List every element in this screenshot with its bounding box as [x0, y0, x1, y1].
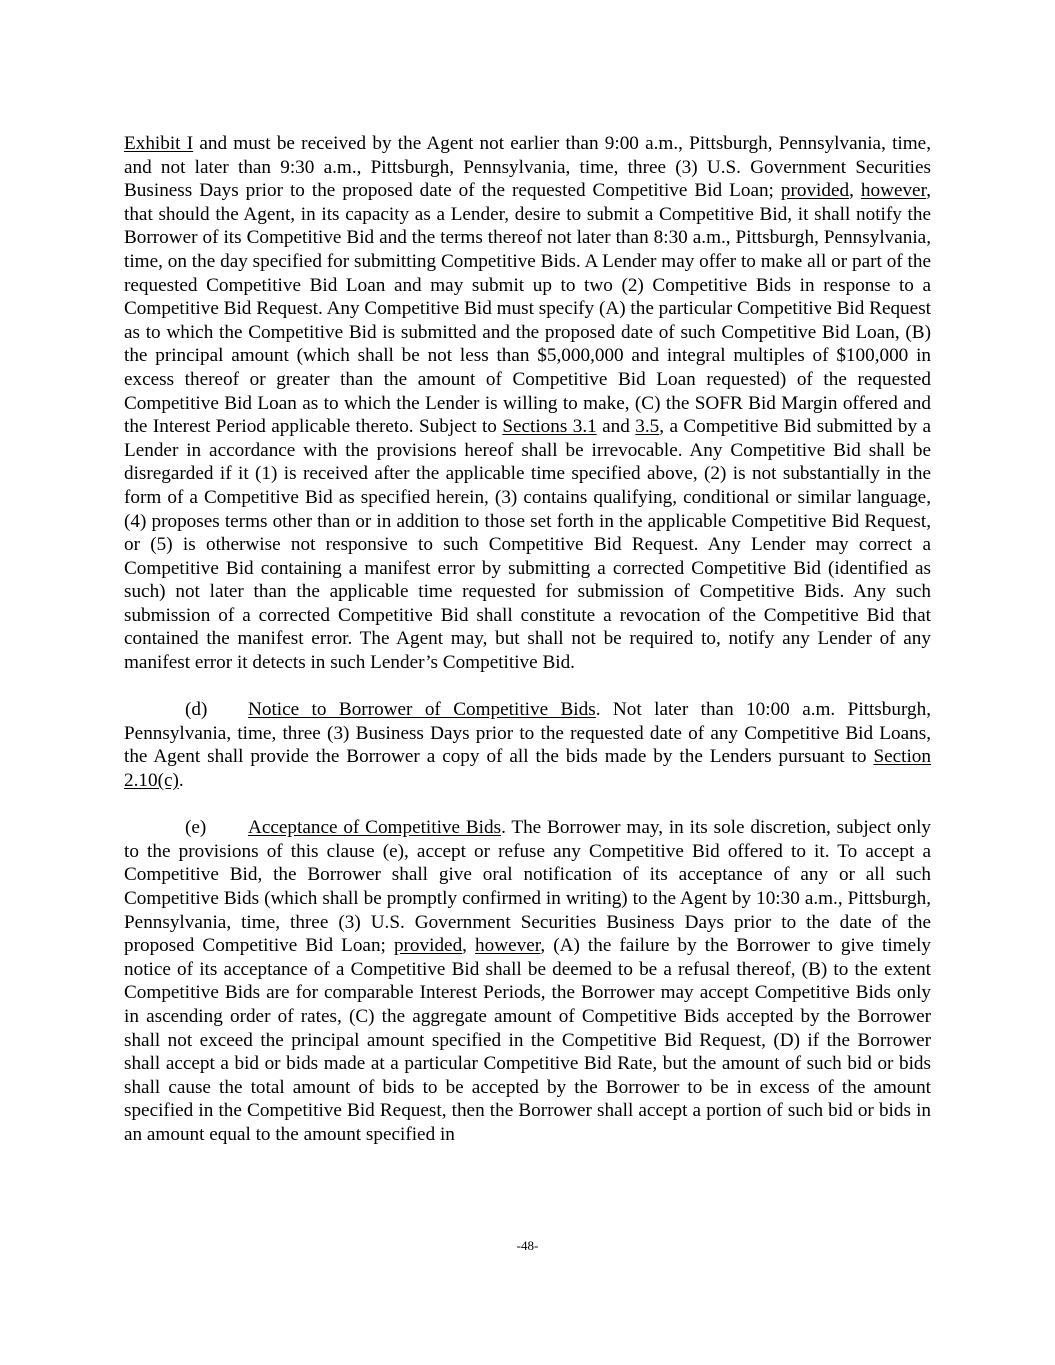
- however-term: however: [860, 180, 927, 202]
- provided-term: provided: [780, 180, 850, 202]
- section-3-5-reference: 3.5: [635, 416, 660, 438]
- document-body: [124, 132, 931, 1147]
- section-2-10-c-reference: Section 2.10(c): [124, 746, 931, 792]
- paragraph-text: and must be received by the Agent not earlier than 9:00 a.m., Pittsburgh, Pennsylvania, time, and not later than 9:30 a.m., Pittsburgh, Pennsylvania, time, three (3) U.S. Government Securities Business Days prior to the proposed date of the requested Competitive Bid Loan;: [124, 133, 931, 202]
- paragraph-d: [124, 698, 931, 792]
- paragraph-text: . Not later than 10:00 a.m. Pittsburgh, Pennsylvania, time, three (3) Business Days prior to the requested date of any Competitive Bid Loans, the Agent shall provide the Borrower a copy of all the bids made by the Lenders pursuant to: [124, 699, 931, 768]
- sections-3-1-reference: Sections 3.1: [502, 416, 597, 438]
- paragraph-e-heading: Acceptance of Competitive Bids: [248, 817, 502, 839]
- paragraph-d-label: (d): [185, 699, 208, 721]
- paragraph-text: , (A) the failure by the Borrower to give timely notice of its acceptance of a Competitive Bid shall be deemed to be a refusal thereof, (B) to the extent Competitive Bids are for comparable Interest Periods, the Borrower may accept Competitive Bids only in ascending order of rates, (C) the aggregate amount of Competitive Bids accepted by the Borrower shall not exceed the principal amount specified in the Competitive Bid Request, (D) if the Borrower shall accept a bid or bids made at a particular Competitive Bid Rate, but the amount of such bid or bids shall cause the total amount of bids to be accepted by the Borrower to be in excess of the amount specified in the Competitive Bid Request, then the Borrower shall accept a portion of such bid or bids in an amount equal to the amount specified in: [124, 935, 932, 1145]
- paragraph-c-continuation: [124, 132, 931, 675]
- page-number: -48-: [516, 1238, 539, 1253]
- paragraph-text: .: [178, 770, 184, 792]
- paragraph-text: , that should the Agent, in its capacity as a Lender, desire to submit a Competitive Bid, it shall notify the Borrower of its Competitive Bid and the terms thereof not later than 8:30 a.m., Pittsburgh, Pennsylvania, time, on the day specified for submitting Competitive Bids. A Lender may offer to make all or part of the requested Competitive Bid Loan and may submit up to two (2) Competitive Bids in response to a Competitive Bid Request. Any Competitive Bid must specify (A) the particular Competitive Bid Request as to which the Competitive Bid is submitted and the proposed date of such Competitive Bid Loan, (B) the principal amount (which shall be not less than $5,000,000 and integral multiples of $100,000 in excess thereof or greater than the amount of Competitive Bid Loan requested) of the requested Competitive Bid Loan as to which the Lender is willing to make, (C) the SOFR Bid Margin offered and the Interest Period applicable thereto. Subject to: [124, 180, 931, 438]
- exhibit-i-reference: Exhibit I: [124, 133, 194, 154]
- paragraph-e: [124, 816, 931, 1146]
- paragraph-d-heading: Notice to Borrower of Competitive Bids: [248, 699, 596, 721]
- conjunction-text: and: [596, 416, 636, 438]
- comma-separator: ,: [849, 180, 861, 202]
- paragraph-e-label: (e): [185, 817, 207, 839]
- paragraph-text: , a Competitive Bid submitted by a Lender in accordance with the provisions hereof shall be irrevocable. Any Competitive Bid shall be disregarded if it (1) is received after the applicable time specified above, (2) is not substantially in the form of a Competitive Bid as specified herein, (3) contains qualifying, conditional or similar language, (4) proposes terms other than or in addition to those set forth in the applicable Competitive Bid Request, or (5) is otherwise not responsive to such Competitive Bid Request. Any Lender may correct a Competitive Bid containing a manifest error by submitting a corrected Competitive Bid (identified as such) not later than the applicable time requested for submission of Competitive Bids. Any such submission of a corrected Competitive Bid shall constitute a revocation of the Competitive Bid that contained the manifest error. The Agent may, but shall not be required to, notify any Lender of any manifest error it detects in such Lender’s Competitive Bid.: [124, 416, 931, 674]
- provided-term: provided: [393, 935, 463, 957]
- paragraph-text: . The Borrower may, in its sole discretion, subject only to the provisions of this clause (e), accept or refuse any Competitive Bid offered to it. To accept a Competitive Bid, the Borrower shall give oral notification of its acceptance of any or all such Competitive Bids (which shall be promptly confirmed in writing) to the Agent by 10:30 a.m., Pittsburgh, Pennsylvania, time, three (3) U.S. Government Securities Business Days prior to the date of the proposed Competitive Bid Loan;: [124, 817, 931, 957]
- however-term: however: [475, 935, 541, 957]
- comma-separator: ,: [462, 935, 476, 957]
